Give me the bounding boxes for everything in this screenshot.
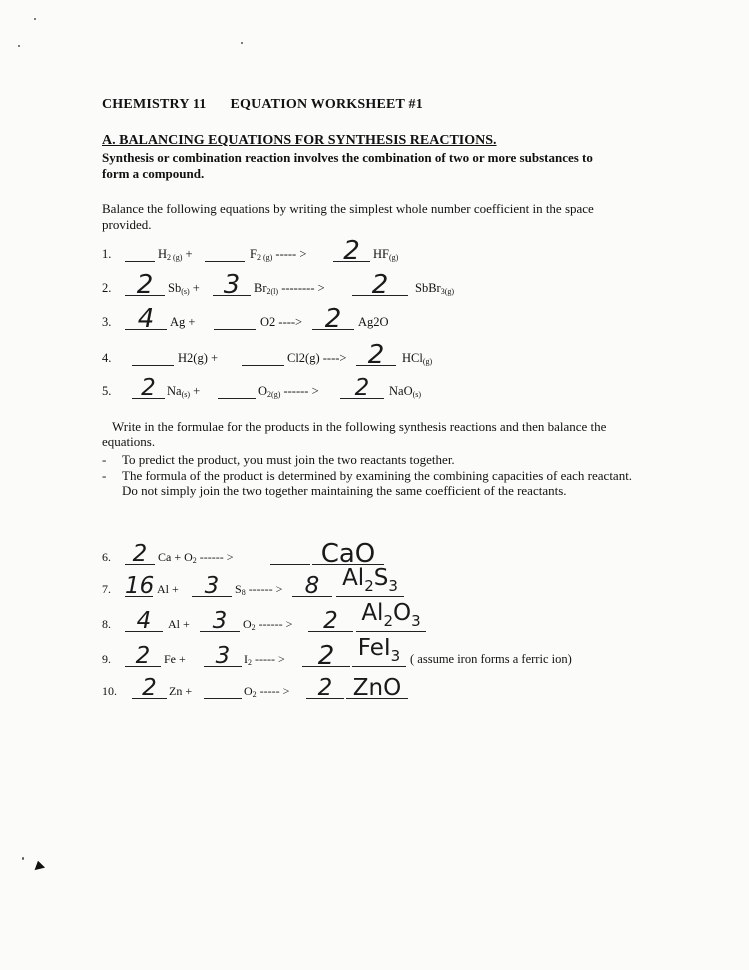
worksheet-name: EQUATION WORKSHEET #1 <box>230 97 423 112</box>
coefficient-blank[interactable] <box>270 542 310 565</box>
product-blank[interactable]: $Al_2O_3$ <box>356 609 426 632</box>
equation-row-7 <box>0 565 749 603</box>
section-a-intro: Synthesis or combination reaction involves the combination of two or more substances to form a compound. <box>102 150 593 181</box>
reactant-2: O2 ----> <box>260 315 303 329</box>
product-blank[interactable]: $Al_2S_3$ <box>336 574 404 597</box>
coefficient-blank[interactable] <box>218 376 256 399</box>
coefficient-blank[interactable] <box>242 343 284 366</box>
equation-row-4 <box>0 342 749 372</box>
coefficient-blank[interactable]: 2 <box>356 343 396 366</box>
coefficient-blank[interactable] <box>214 307 256 330</box>
equation-row-2 <box>0 272 749 302</box>
equation-number: 8. <box>102 617 111 631</box>
reactant-1: $Sb_{(s)}$ + <box>168 281 200 296</box>
reactants: $Ca + O_2$ ------ > <box>158 550 234 565</box>
reaction-note: ( assume iron forms a ferric ion) <box>410 652 572 666</box>
coefficient-blank[interactable]: 2 <box>340 376 384 399</box>
reactant-2: $I_2$ ----- > <box>244 652 285 667</box>
reactant-2: $F_{2 (g)}$ ----- > <box>250 247 307 262</box>
coefficient-blank[interactable]: 2 <box>125 644 161 667</box>
reactant-1: Ag + <box>170 315 196 329</box>
reactant-1: Fe + <box>164 652 186 666</box>
coefficient-blank[interactable] <box>204 676 242 699</box>
bullet-item: - To predict the product, you must join the two reactants together. <box>102 452 455 467</box>
equation-number: 6. <box>102 550 111 564</box>
product-blank[interactable]: FeI$_3$ <box>352 644 406 667</box>
reactant-1: H2(g) + <box>178 351 219 365</box>
coefficient-blank[interactable]: 8 <box>292 574 332 597</box>
reactant-2: $O_2$ ----- > <box>244 684 290 699</box>
equation-number: 10. <box>102 684 117 698</box>
reactant-2: $S_8$ ------ > <box>235 582 283 597</box>
reactant-2: Cl2(g) ----> <box>287 351 347 365</box>
coefficient-blank[interactable]: 3 <box>200 609 240 632</box>
section-a-instruction: Balance the following equations by writing the simplest whole number coefficient in the space provided. <box>102 201 594 232</box>
course-name: CHEMISTRY 11 <box>102 97 207 112</box>
section-b-instruction: Write in the formulae for the products in the following synthesis reactions and then balance the equations. <box>102 419 607 449</box>
reactant-2: $O_2$ ------ > <box>243 617 293 632</box>
product: Ag2O <box>358 315 389 329</box>
coefficient-blank[interactable]: 2 <box>125 542 155 565</box>
scan-mark-icon <box>35 861 47 873</box>
coefficient-blank[interactable]: 2 <box>132 676 167 699</box>
coefficient-blank[interactable]: 2 <box>132 376 165 399</box>
equation-number: 5. <box>102 384 112 398</box>
coefficient-blank[interactable] <box>132 343 174 366</box>
coefficient-blank[interactable]: 3 <box>192 574 232 597</box>
equation-number: 9. <box>102 652 111 666</box>
equation-row-1 <box>0 238 749 268</box>
product-blank[interactable]: ZnO <box>346 676 408 699</box>
equation-number: 7. <box>102 582 111 596</box>
equation-row-9 <box>0 635 749 673</box>
scan-speck <box>18 45 20 47</box>
equation-row-3 <box>0 306 749 336</box>
scan-speck <box>34 18 36 20</box>
equation-number: 2. <box>102 281 112 295</box>
product: NaO$_{(s)}$ <box>389 384 422 399</box>
section-a-heading: A. BALANCING EQUATIONS FOR SYNTHESIS REACTIONS. <box>102 133 497 148</box>
coefficient-blank[interactable]: 2 <box>306 676 344 699</box>
reactant-1: $Na_{(s)}$ + <box>167 384 201 399</box>
reactant-1: $H_{2 (g)}$ + <box>158 247 193 262</box>
product: $HF_{(g)}$ <box>373 247 399 262</box>
equation-number: 4. <box>102 351 112 365</box>
coefficient-blank[interactable]: 3 <box>213 273 251 296</box>
coefficient-blank[interactable]: 2 <box>352 273 408 296</box>
scan-speck <box>22 857 24 860</box>
worksheet-title <box>102 97 423 113</box>
equation-row-10 <box>0 675 749 705</box>
equation-row-8 <box>0 600 749 638</box>
coefficient-blank[interactable]: 3 <box>204 644 242 667</box>
coefficient-blank[interactable]: 2 <box>302 644 350 667</box>
equation-row-5 <box>0 375 749 405</box>
reactant-2: $Br_{2(l)}$ -------- > <box>254 281 325 296</box>
reactant-1: Al + <box>168 617 190 631</box>
coefficient-blank[interactable] <box>125 239 155 262</box>
scan-speck <box>241 42 243 44</box>
coefficient-blank[interactable]: 2 <box>333 239 370 262</box>
product-blank[interactable]: CaO <box>312 542 384 565</box>
instruction-bullets <box>102 452 642 499</box>
reactant-2: $O_{2(g)}$ ------ > <box>258 384 319 399</box>
coefficient-blank[interactable]: 4 <box>125 609 163 632</box>
reactant-1: Al + <box>157 582 179 596</box>
reactant-1: Zn + <box>169 684 193 698</box>
equation-number: 1. <box>102 247 112 261</box>
product: SbBr$_{3(g)}$ <box>415 281 455 296</box>
coefficient-blank[interactable]: 2 <box>308 609 353 632</box>
bullet-item: - The formula of the product is determined by examining the combining capacities of each reactant. Do not simply join the two together maintaining the same coefficient of the reactants. <box>102 468 633 498</box>
coefficient-blank[interactable]: 16 <box>125 573 155 599</box>
coefficient-blank[interactable]: 2 <box>125 273 165 296</box>
coefficient-blank[interactable]: 4 <box>125 307 167 330</box>
coefficient-blank[interactable] <box>205 239 245 262</box>
product: HCl$_{(g)}$ <box>402 351 433 366</box>
coefficient-blank[interactable]: 2 <box>312 307 354 330</box>
equation-number: 3. <box>102 315 112 329</box>
